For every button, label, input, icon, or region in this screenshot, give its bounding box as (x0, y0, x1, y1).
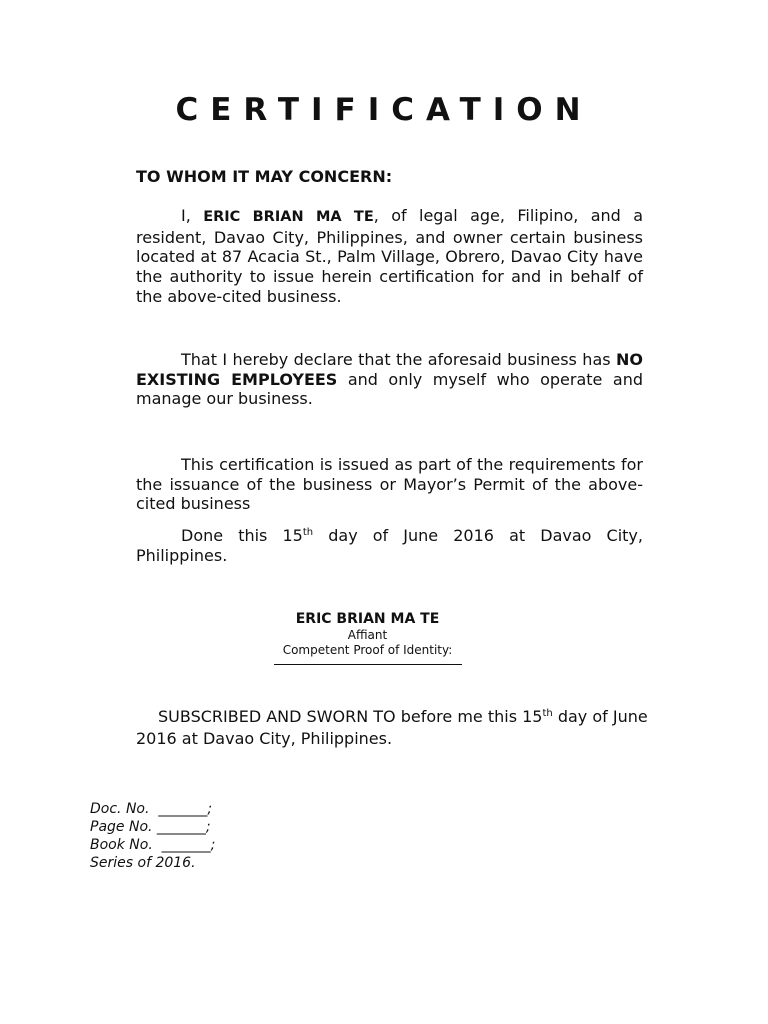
sworn-statement (136, 706, 666, 750)
paragraph-authority (136, 206, 643, 307)
paragraph-prefix: I, (181, 206, 204, 225)
affiant-role: Affiant (347, 628, 388, 642)
signature-block (0, 611, 735, 665)
ordinal-suffix: th (302, 527, 314, 538)
notary-details (90, 800, 215, 872)
affiant-name-inline: ERIC BRIAN MA TE (203, 209, 374, 225)
sworn-suffix: day of June 2016 at Davao City, Philippines. (136, 707, 648, 748)
affiant-name: ERIC BRIAN MA TE (295, 611, 440, 627)
book-number: Book No. _______; (90, 837, 216, 853)
page-number: Page No. _______; (90, 819, 211, 835)
document-title: CERTIFICATION (175, 92, 593, 128)
ordinal-suffix: th (542, 708, 553, 719)
signature-line (274, 663, 462, 665)
doc-number: Doc. No. _______; (90, 801, 213, 817)
paragraph-declaration (136, 350, 643, 409)
sworn-prefix: SUBSCRIBED AND SWORN TO before me this 15 (158, 707, 543, 726)
paragraph-suffix: day of June 2016 at Davao City, Philippines. (136, 526, 643, 565)
no-employees-emphasis: NO EXISTING EMPLOYEES (136, 350, 643, 389)
paragraph-suffix: and only myself who operate and manage our business. (136, 369, 643, 409)
salutation: TO WHOM IT MAY CONCERN: (136, 167, 393, 186)
proof-of-identity-label: Competent Proof of Identity: (282, 643, 453, 657)
paragraph-prefix: Done this 15 (181, 526, 303, 545)
paragraph-text: , of legal age, Filipino, and a resident, Davao City, Philippines, and owner certain business located at 87 Acacia St., Palm Village, Obrero, Davao City have the authority to issue herein certification for and in behalf of the above-cited business. (136, 206, 643, 306)
series-year: Series of 2016. (90, 855, 196, 871)
paragraph-purpose: This certification is issued as part of the requirements for the issuance of the business or Mayor’s Permit of the above-cited business (136, 455, 643, 514)
paragraph-done (136, 526, 643, 565)
paragraph-prefix: That I hereby declare that the aforesaid business has (181, 350, 616, 369)
